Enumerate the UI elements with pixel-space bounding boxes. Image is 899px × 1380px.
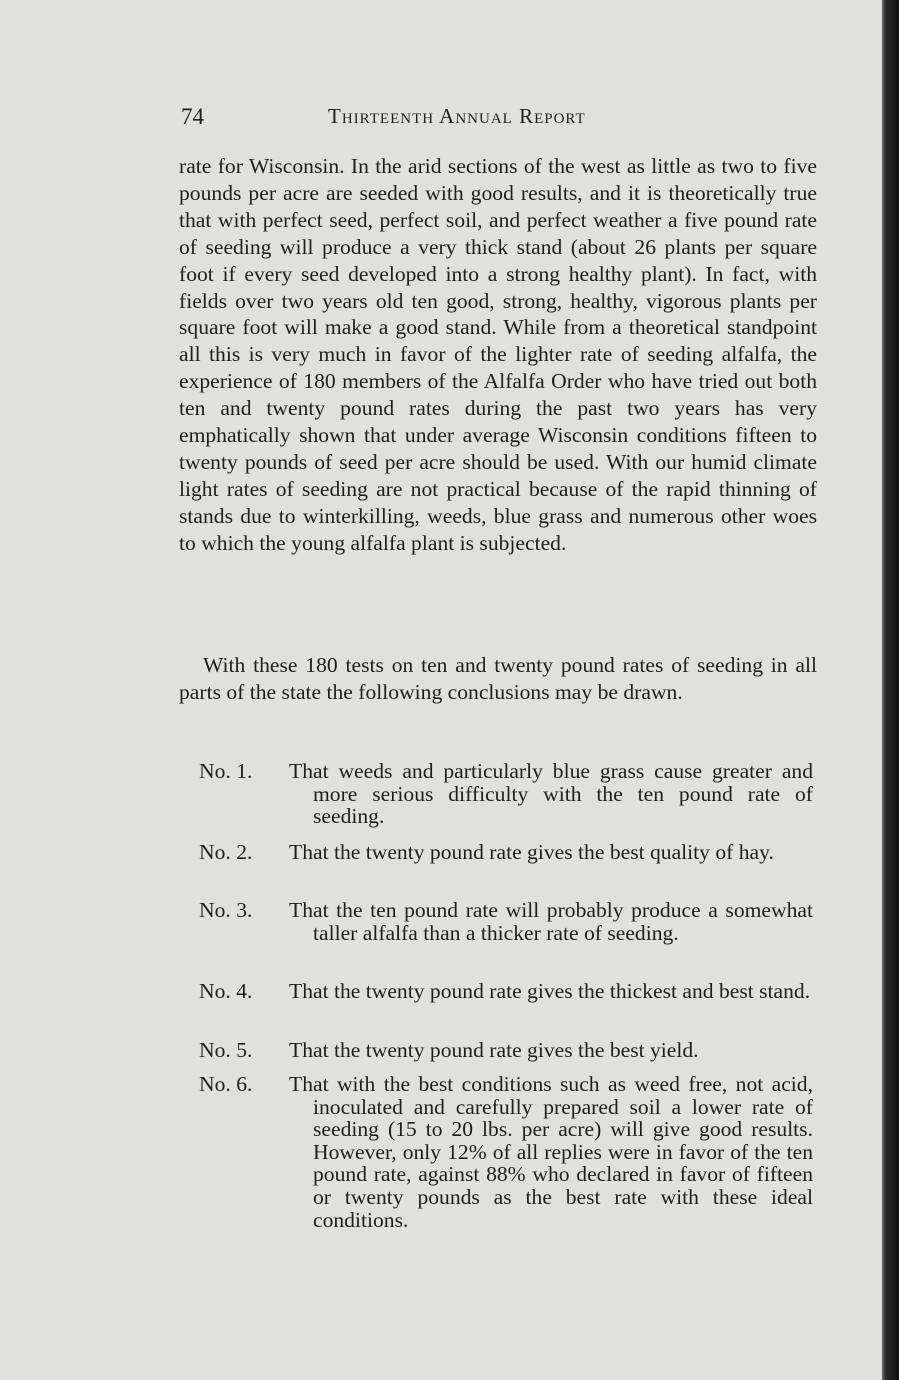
conclusion-number: No. 4.: [199, 979, 253, 1003]
conclusion-item: [199, 841, 813, 864]
page-header: [181, 104, 817, 134]
conclusion-number: No. 1.: [199, 759, 253, 783]
body-paragraph: rate for Wisconsin. In the arid sections of the west as little as two to five pounds per acre are seeded with good results, and it is theoretically true that with perfect seed, perfect soil, and perfect weather a five pound rate of seeding will produce a very thick stand (about 26 plants per square foot if every seed developed into a strong healthy plant). In fact, with fields over two years old ten good, strong, healthy, vigorous plants per square foot will make a good stand. While from a theoretical standpoint all this is very much in favor of the lighter rate of seeding alfalfa, the experience of 180 members of the Alfalfa Order who have tried out both ten and twenty pound rates during the past two years has very emphatically shown that under average Wisconsin conditions fifteen to twenty pounds of seed per acre should be used. With our humid climate light rates of seeding are not practical because of the rapid thinning of stands due to winterkilling, weeds, blue grass and numerous other woes to which the young alfalfa plant is subjected.: [179, 154, 817, 555]
book-binding-edge: [882, 0, 899, 1380]
conclusion-number: No. 2.: [199, 840, 253, 864]
page-number: 74: [181, 104, 204, 129]
running-title: Thirteenth Annual Report: [328, 104, 586, 128]
conclusion-text: That the twenty pound rate gives the best yield.: [289, 1038, 699, 1062]
conclusion-item: [199, 760, 813, 828]
conclusion-text: That the twenty pound rate gives the best quality of hay.: [289, 840, 774, 864]
conclusion-text: That with the best conditions such as weed free, not acid, inoculated and carefully prepared soil a lower rate of seeding (15 to 20 lbs. per acre) will give good results. However, only 12% of all replies were in favor of the ten pound rate, against 88% who declared in favor of fifteen or twenty pounds as the best rate with these ideal conditions.: [289, 1072, 813, 1232]
conclusion-item: [199, 980, 813, 1003]
conclusion-text: That the ten pound rate will probably produce a somewhat taller alfalfa than a thicker rate of seeding.: [289, 898, 813, 945]
conclusion-item: [199, 1039, 813, 1062]
conclusion-text: That weeds and particularly blue grass cause greater and more serious difficulty with the ten pound rate of seeding.: [289, 759, 813, 829]
conclusion-text: That the twenty pound rate gives the thickest and best stand.: [289, 979, 811, 1003]
conclusion-number: No. 3.: [199, 898, 253, 922]
conclusion-item: [199, 899, 813, 944]
body-paragraph: With these 180 tests on ten and twenty pound rates of seeding in all parts of the state the following conclusions may be drawn.: [179, 653, 817, 704]
conclusion-number: No. 5.: [199, 1038, 253, 1062]
conclusion-number: No. 6.: [199, 1072, 253, 1096]
conclusion-item: [199, 1073, 813, 1231]
